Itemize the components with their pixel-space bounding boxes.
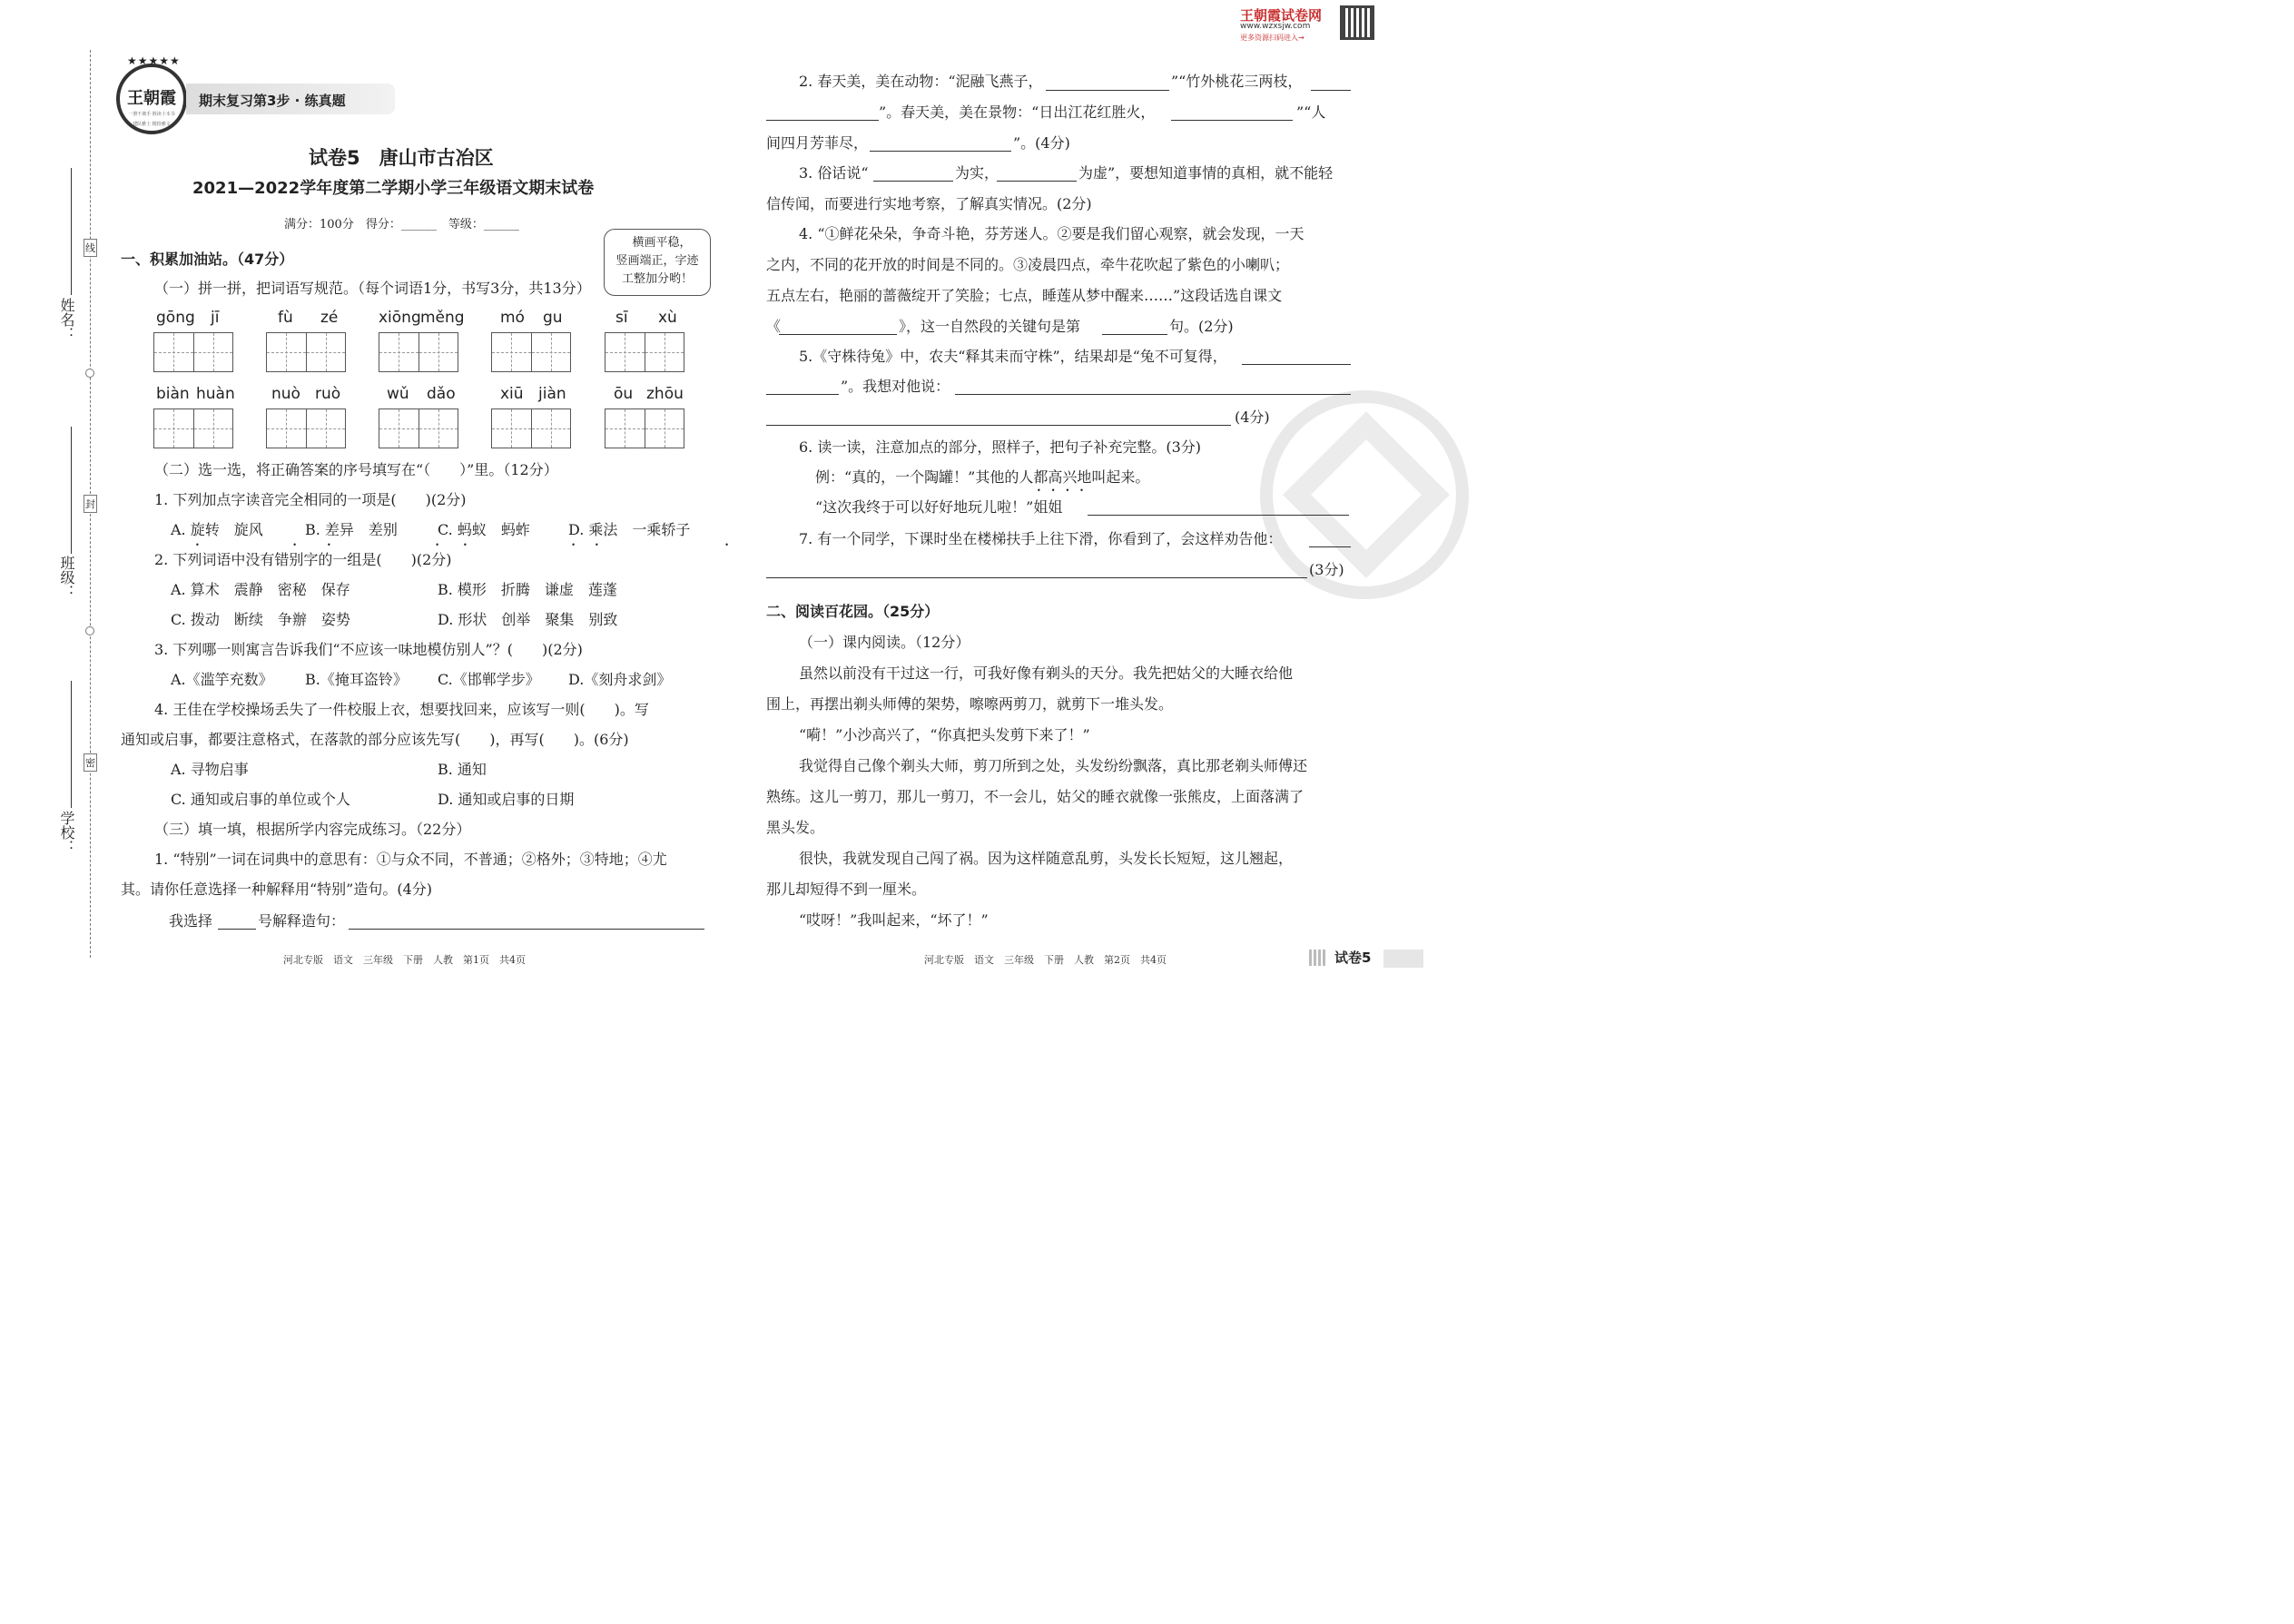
binding-mark-feng: 封 [84,495,97,513]
part2-instruction: （二）选一选，将正确答案的序号填写在“（ ）”里。（12分） [154,461,558,478]
pinyin: gōng [156,309,195,327]
fill-5-blank-2[interactable] [955,394,1351,395]
section1-title: 一、积累加油站。（47分） [121,251,294,268]
fill-5-l1: 5.《守株待兔》中，农夫“释其耒而守株”，结果却是“兔不可复得， [799,348,1227,365]
question-4-line2: 通知或启事，都要注意格式，在落款的部分应该先写( )，再写( )。(6分) [121,731,629,748]
emphasis-dots: • • [463,541,626,549]
q3-option-a[interactable]: A.《滥竽充数》 [171,671,273,688]
bubble-line-1: 横画平稳， [632,236,692,250]
pinyin: sī [615,309,628,327]
fill-3-blank-1[interactable] [873,181,953,182]
pinyin: ōu [614,385,634,403]
fill-6-question: “这次我终于可以好好地玩儿啦！”姐姐 [815,498,1063,516]
q1-option-b[interactable]: B. 差异 差别 [305,521,398,538]
pinyin: xiū [500,385,524,403]
q2-option-d[interactable]: D. 形状 创举 聚集 别致 [438,611,618,628]
pinyin: wǔ [387,385,409,403]
fill-2-l3a: 间四月芳菲尽， [766,134,869,152]
fill-2-blank-4[interactable] [870,151,1011,152]
brand-logo-text: 王朝霞 [127,89,176,108]
passage-p2: “嗬！”小沙高兴了，“你真把头发剪下来了！” [799,726,1090,743]
section2-part1: （一）课内阅读。（12分） [799,634,970,651]
fill-1-sentence-blank[interactable] [349,929,704,930]
binding-marker [85,369,94,378]
brand-logo [116,64,187,134]
writing-grid[interactable] [153,332,233,372]
handwriting-tip-bubble [604,229,711,296]
passage-p3-l3: 黑头发。 [766,819,825,836]
fill-2-blank-3[interactable] [1171,120,1293,121]
question-3: 3. 下列哪一则寓言告诉我们“不应该一味地模仿别人”？( )(2分) [154,641,583,658]
fill-4-l4b: 》，这一自然段的关键句是第 [899,318,1081,335]
emphasis-dots: • • [595,541,791,549]
fill-4-blank-1[interactable] [779,334,897,335]
pinyin: jī [211,309,220,327]
fill-5-score: (4分) [1235,408,1270,426]
footer-left: 河北专版 语文 三年级 下册 人教 第1页 共4页 [283,954,526,966]
q2-option-a[interactable]: A. 算术 震静 密秘 保存 [171,581,350,598]
fill-5-l2: ”。我想对他说： [841,378,950,395]
q4-option-a[interactable]: A. 寻物启事 [171,761,249,778]
fill-3-l1c: 为虚”，要想知道事情的真相，就不能轻 [1078,164,1334,182]
fill-2-blank-1[interactable] [1046,90,1169,91]
question-4-line1: 4. 王佳在学校操场丢失了一件校服上衣，想要找回来，应该写一则( )。写 [154,701,649,718]
pinyin: biàn [156,385,190,403]
pinyin: zé [320,309,339,327]
q4-option-b[interactable]: B. 通知 [438,761,487,778]
site-brand: 王朝霞试卷网 [1240,7,1323,24]
name-field[interactable] [71,168,72,295]
pinyin: ruò [315,385,341,403]
fill-2-l1b: ”“竹外桃花三两枝， [1171,73,1303,90]
pinyin: zhōu [646,385,684,403]
fill-4-l2: 之内，不同的花开放的时间是不同的。③凌晨四点，牵牛花吹起了紫色的小喇叭； [766,256,1290,273]
part3-instruction: （三）填一填，根据所学内容完成练习。（22分） [154,821,471,838]
q1-option-c[interactable]: C. 蚂蚁 蚂蚱 [438,521,530,538]
bubble-line-3: 工整加分哟！ [621,272,693,286]
name-label: 姓名： [58,298,75,341]
binding-mark-xian: 线 [84,239,97,257]
stars: ★★★★★ [127,54,181,67]
passage-p3-l1: 我觉得自己像个剃头大师，剪刀所到之处，头发纷纷飘落，真比那老剃头师傅还 [799,757,1308,774]
q2-option-c[interactable]: C. 拨动 断续 争辦 姿势 [171,611,350,628]
step-banner-text: 期末复习第3步 · 练真题 [199,93,346,109]
q3-option-c[interactable]: C.《邯郸学步》 [438,671,540,688]
writing-grid[interactable] [266,408,346,448]
fill-1-choice-label: 我选择 [169,912,213,930]
pinyin: mó [500,309,525,327]
q2-option-b[interactable]: B. 模形 折腾 谦虚 莲蓬 [438,581,617,598]
brand-logo-motto: 建队雅士 精拾雅文 [133,122,171,127]
footer-grid-decoration [1309,950,1327,966]
writing-grid[interactable] [379,408,458,448]
fill-4-l4c: 句。(2分) [1169,318,1234,335]
fill-3-l1b: 为实， [955,164,999,182]
bubble-line-2: 竖画端正，字迹 [615,254,699,268]
q3-option-d[interactable]: D.《刻舟求剑》 [568,671,672,688]
q3-option-b[interactable]: B.《掩耳盗铃》 [305,671,408,688]
fill-2-l3b: ”。(4分) [1013,134,1070,152]
pinyin: huàn [196,385,235,403]
site-url: www.wzxsjw.com [1240,22,1311,31]
fill-4-blank-2[interactable] [1102,334,1167,335]
fill-2-blank-2[interactable] [1311,90,1351,91]
fill-1-line1: 1. “特别”一词在词典中的意思有：①与众不同，不普通；②格外；③特地；④尤 [154,851,667,868]
qr-code-icon[interactable] [1340,5,1374,40]
step-banner [186,84,395,114]
pinyin: xù [658,309,677,327]
pinyin: nuò [271,385,300,403]
pinyin: dǎo [427,385,456,403]
fill-1-sentence-label: 号解释造句： [258,912,346,930]
pinyin: xiōng [379,309,421,327]
passage-p3-l2: 熟练。这儿一剪刀，那儿一剪刀，不一会儿，姑父的睡衣就像一张熊皮，上面落满了 [766,788,1305,805]
binding-marker [85,626,94,635]
fill-2-l2b: ”“人 [1296,103,1326,121]
fill-1-choice-blank[interactable] [218,929,256,930]
pinyin: měng [420,309,465,327]
pinyin: fù [278,309,293,327]
part1-instruction: （一）拼一拼，把词语写规范。（每个词语1分，书写3分，共13分） [154,280,591,297]
fill-7-blank-1[interactable] [1309,546,1351,547]
fill-1-line2: 其。请你任意选择一种解释用“特别”造句。(4分) [121,881,433,898]
exam-title: 试卷5 唐山市古冶区 [309,147,494,169]
brand-logo-sub: 一册不离手 胜读十本书 [128,112,175,117]
writing-grid[interactable] [605,408,684,448]
fill-4-l4a: 《 [766,318,782,335]
passage-p4-l2: 那儿却短得不到一厘米。 [766,881,927,898]
fill-5-blank-1b[interactable] [766,394,839,395]
school-label: 学校： [58,811,75,854]
fill-3-blank-2[interactable] [997,181,1077,182]
fill-6-blank[interactable] [1088,515,1349,516]
q1-option-d[interactable]: D. 乘法 一乘轿子 [568,521,691,538]
class-label: 班级： [58,556,75,599]
fill-4-l3: 五点左右，艳丽的蔷薇绽开了笑脸；七点，睡莲从梦中醒来……”这段话选自课文 [766,287,1283,304]
emphasis-dots: •••• [1037,487,1094,495]
class-field[interactable] [71,427,72,554]
writing-grid[interactable] [491,332,571,372]
writing-grid[interactable] [491,408,571,448]
writing-grid[interactable] [605,332,684,372]
exam-subtitle: 2021—2022学年度第二学期小学三年级语文期末试卷 [192,179,595,198]
section2-title: 二、阅读百花园。（25分） [766,603,940,620]
fill-7: 7. 有一个同学，下课时坐在楼梯扶手上往下滑，你看到了，会这样劝告他： [799,530,1283,547]
writing-grid[interactable] [379,332,458,372]
fill-3-l2: 信传闻，而要进行实地考察，了解真实情况。(2分) [766,195,1092,212]
fill-5-blank-3[interactable] [766,425,1231,426]
fill-6-example: 例：“真的，一个陶罐！”其他的人都高兴地叫起来。 [815,468,1150,486]
q4-option-d[interactable]: D. 通知或启事的日期 [438,791,575,808]
binding-mark-mi: 密 [84,753,97,772]
emphasis-dots: • • [195,541,342,549]
score-line: 满分：100分 得分：______ 等级：______ [284,218,519,231]
school-field[interactable] [71,681,72,808]
fill-2-l2a: ”。春天美，美在景物：“日出江花红胜火， [879,103,1156,121]
pinyin: gu [543,309,563,327]
footer-tag-bar [1383,950,1423,968]
fill-3-l1a: 3. 俗话说“ [799,164,869,182]
writing-grid[interactable] [266,332,346,372]
writing-grid[interactable] [153,408,233,448]
passage-p1-l1: 虽然以前没有干过这一行，可我好像有剃头的天分。我先把姑父的大睡衣给他 [799,664,1294,682]
fill-2-l1a: 2. 春天美，美在动物：“泥融飞燕子， [799,73,1043,90]
footer-right: 河北专版 语文 三年级 下册 人教 第2页 共4页 [924,954,1167,966]
q4-option-c[interactable]: C. 通知或启事的单位或个人 [171,791,350,808]
fill-6: 6. 读一读，注意加点的部分，照样子，把句子补充完整。(3分) [799,438,1202,456]
fill-4-l1: 4. “①鲜花朵朵，争奇斗艳，芬芳迷人。②要是我们留心观察，就会发现，一天 [799,225,1305,242]
passage-p5: “哎呀！”我叫起来，“坏了！” [799,911,989,929]
site-slogan: 更多资源扫码进入→ [1240,34,1305,42]
emphasis-dots: • • [327,541,490,549]
fill-7-blank-2[interactable] [766,577,1307,578]
pinyin: jiàn [538,385,566,403]
question-2: 2. 下列词语中没有错别字的一组是( )(2分) [154,551,452,568]
fill-5-blank-1[interactable] [1242,364,1351,365]
passage-p1-l2: 围上，再摆出剃头师傅的架势，嚓嚓两剪刀，就剪下一堆头发。 [766,695,1174,713]
passage-p4-l1: 很快，我就发现自己闯了祸。因为这样随意乱剪，头发长长短短，这儿翘起， [799,850,1294,867]
fill-2-blank-2b[interactable] [766,120,879,121]
footer-paper-tag: 试卷5 [1334,950,1372,966]
fill-7-score: (3分) [1309,561,1344,578]
question-1: 1. 下列加点字读音完全相同的一项是( )(2分) [154,491,467,508]
q1-option-a[interactable]: A. 旋转 旋风 [171,521,263,538]
